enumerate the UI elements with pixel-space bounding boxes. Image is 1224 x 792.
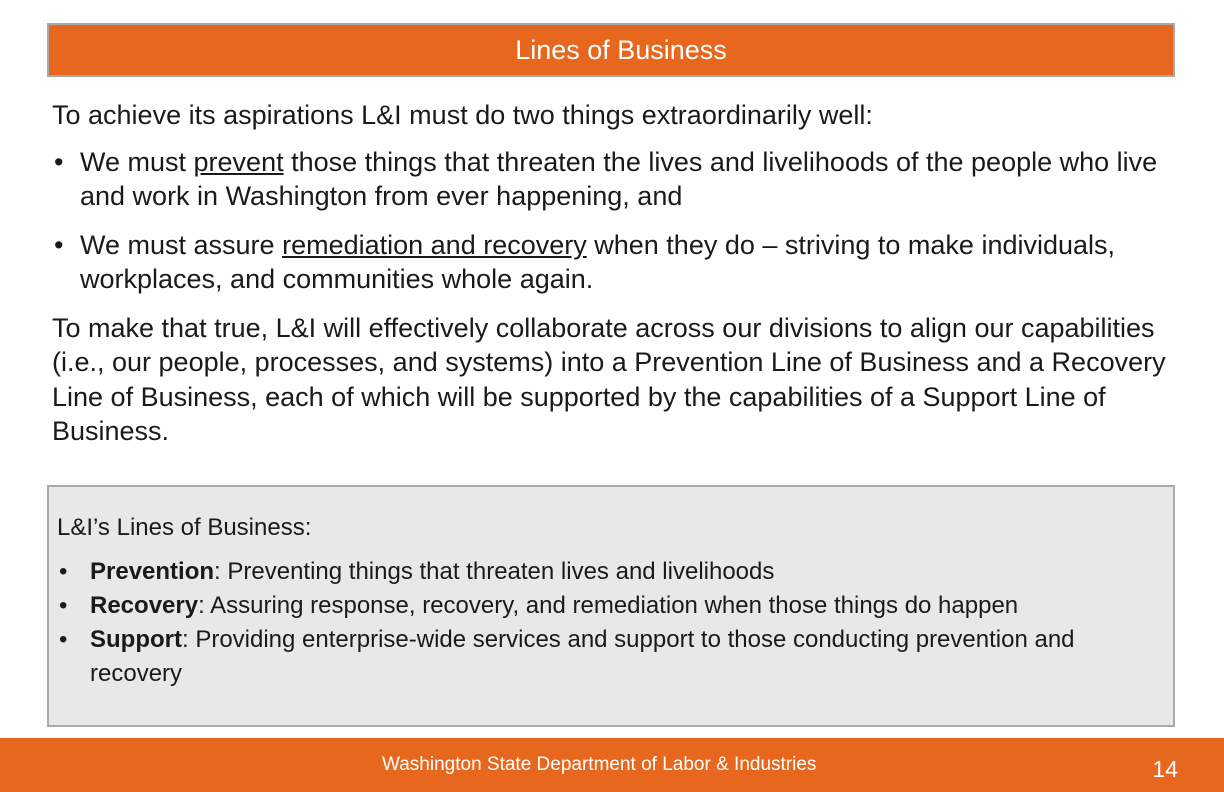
callout-heading: L&I’s Lines of Business: bbox=[57, 514, 312, 541]
line-of-business-term: Prevention bbox=[90, 558, 215, 585]
line-of-business-support bbox=[57, 623, 1163, 691]
footer-bar bbox=[0, 738, 1224, 792]
bullet-icon: • bbox=[59, 592, 68, 619]
bullet-icon: • bbox=[59, 626, 68, 653]
aspiration-emphasis: remediation and recovery bbox=[282, 229, 587, 260]
slide-title: Lines of Business bbox=[515, 34, 727, 65]
bullet-icon: • bbox=[54, 229, 64, 260]
lines-of-business-callout bbox=[47, 485, 1175, 727]
intro-paragraph: To achieve its aspirations L&I must do two things extraordinarily well: bbox=[52, 100, 873, 130]
title-bar bbox=[47, 23, 1175, 77]
line-of-business-term: Recovery bbox=[90, 592, 199, 619]
line-of-business-description: : Preventing things that threaten lives and livelihoods bbox=[214, 558, 775, 585]
line-of-business-description: : Assuring response, recovery, and remediation when those things do happen bbox=[198, 592, 1019, 619]
page-number: 14 bbox=[1152, 756, 1178, 782]
aspiration-text-before: We must assure bbox=[80, 229, 283, 260]
line-of-business-term: Support bbox=[90, 626, 182, 653]
line-of-business-recovery bbox=[57, 589, 1163, 623]
footer-organization: Washington State Department of Labor & Industries bbox=[382, 754, 817, 775]
bullet-icon: • bbox=[59, 558, 68, 585]
line-of-business-prevention bbox=[57, 555, 1163, 589]
aspiration-text-after: those things that threaten the lives and livelihoods of the people who live and work in Washington from ever happening, and bbox=[80, 146, 1158, 211]
bullet-icon: • bbox=[54, 146, 64, 177]
lines-of-business-list bbox=[57, 555, 1163, 691]
aspiration-text-before: We must bbox=[80, 146, 194, 177]
aspiration-list bbox=[52, 145, 1182, 297]
aspiration-item-prevent bbox=[52, 145, 1182, 214]
aspiration-text-after: when they do – striving to make individuals, workplaces, and communities whole again. bbox=[80, 229, 1116, 294]
body-text bbox=[52, 98, 1182, 449]
line-of-business-description: : Providing enterprise-wide services and support to those conducting prevention and recovery bbox=[90, 626, 1075, 687]
aspiration-emphasis: prevent bbox=[193, 146, 284, 177]
conclusion-paragraph: To make that true, L&I will effectively collaborate across our divisions to align our capabilities (i.e., our people, processes, and systems) into a Prevention Line of Business and a Recovery Line of Business, each of which will be supported by the capabilities of a Support Line of Business. bbox=[52, 312, 1166, 446]
aspiration-item-recovery bbox=[52, 228, 1182, 297]
